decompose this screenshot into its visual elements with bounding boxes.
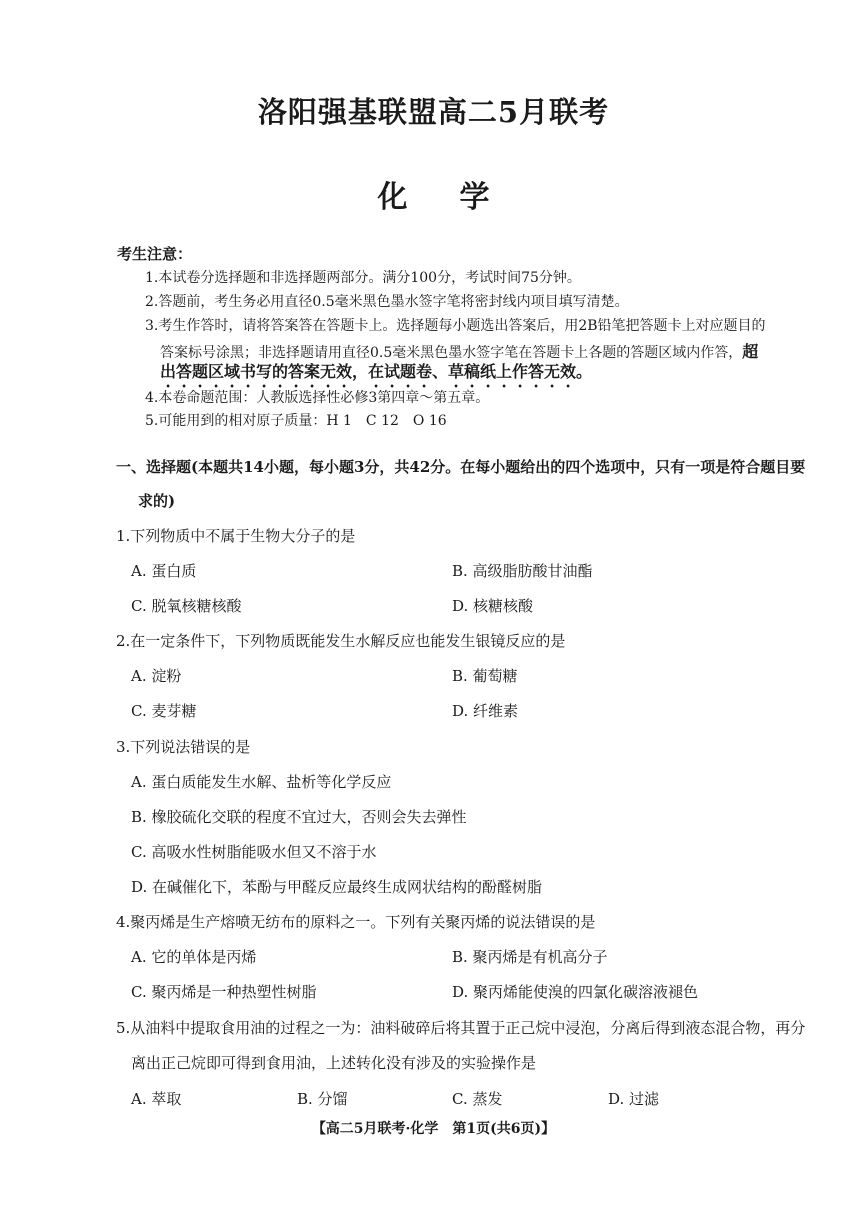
q4-option-d: D. 聚丙烯能使溴的四氯化碳溶液褪色	[452, 983, 699, 1001]
question-3-stem: 3.下列说法错误的是	[116, 738, 251, 756]
notice-line-5: 出答题区域书写的答案无效，在试题卷、草稿纸上作答无效。	[160, 362, 593, 381]
notice-line-4-tail: 超	[742, 342, 759, 361]
q5-option-c: C. 蒸发	[452, 1090, 503, 1108]
q2-option-a: A. 淀粉	[131, 667, 182, 685]
q5-option-b: B. 分馏	[297, 1090, 348, 1108]
exam-title: 洛阳强基联盟高二5月联考	[257, 95, 610, 129]
q3-option-a: A. 蛋白质能发生水解、盐析等化学反应	[131, 773, 392, 791]
question-5-stem-cont: 离出正己烷即可得到食用油，上述转化没有涉及的实验操作是	[131, 1054, 537, 1072]
q3-option-b: B. 橡胶硫化交联的程度不宜过大，否则会失去弹性	[131, 808, 467, 826]
q1-option-b: B. 高级脂肪酸甘油酯	[452, 562, 593, 580]
q2-option-c: C. 麦芽糖	[131, 702, 197, 720]
notice-line-2: 2.答题前，考生务必用直径0.5毫米黑色墨水签字笔将密封线内项目填写清楚。	[145, 294, 629, 310]
notice-heading: 考生注意：	[117, 245, 193, 263]
notice-line-3: 3.考生作答时，请将答案答在答题卡上。选择题每小题选出答案后，用2B铅笔把答题卡上对应题目的	[145, 318, 766, 334]
notice-line-6: 4.本卷命题范围：人教版选择性必修3第四章～第五章。	[145, 390, 490, 406]
q3-option-c: C. 高吸水性树脂能吸水但又不溶于水	[131, 843, 377, 861]
q1-option-c: C. 脱氧核糖核酸	[131, 597, 242, 615]
question-4-stem: 4.聚丙烯是生产熔喷无纺布的原料之一。下列有关聚丙烯的说法错误的是	[116, 913, 596, 931]
page-footer: 【高二5月联考·化学 第1页(共6页)】	[311, 1121, 556, 1137]
q1-option-d: D. 核糖核酸	[452, 597, 534, 615]
notice-line-7: 5.可能用到的相对原子质量：H 1 C 12 O 16	[145, 413, 447, 429]
q4-option-a: A. 它的单体是丙烯	[131, 948, 257, 966]
subject-title	[0, 172, 867, 216]
notice-line-4-text: 答案标号涂黑；非选择题请用直径0.5毫米黑色墨水签字笔在答题卡上各题的答题区域内作答，	[160, 345, 743, 361]
q5-option-d: D. 过滤	[608, 1090, 660, 1108]
section-heading: 一、选择题(本题共14小题，每小题3分，共42分。在每小题给出的四个选项中，只有一项是符合题目要	[116, 458, 806, 476]
subject-text: 化学	[377, 180, 542, 215]
q1-option-a: A. 蛋白质	[131, 562, 197, 580]
q4-option-b: B. 聚丙烯是有机高分子	[452, 948, 608, 966]
q2-option-b: B. 葡萄糖	[452, 667, 518, 685]
q3-option-d: D. 在碱催化下，苯酚与甲醛反应最终生成网状结构的酚醛树脂	[131, 878, 543, 896]
question-2-stem: 2.在一定条件下，下列物质既能发生水解反应也能发生银镜反应的是	[116, 632, 566, 650]
q4-option-c: C. 聚丙烯是一种热塑性树脂	[131, 983, 317, 1001]
question-1-stem: 1.下列物质中不属于生物大分子的是	[116, 527, 356, 545]
question-5-stem: 5.从油料中提取食用油的过程之一为：油料破碎后将其置于正己烷中浸泡，分离后得到液态混合物，再分	[116, 1019, 806, 1037]
section-heading-cont: 求的)	[138, 492, 176, 510]
q5-option-a: A. 萃取	[131, 1090, 182, 1108]
q2-option-d: D. 纤维素	[452, 702, 519, 720]
notice-line-1: 1.本试卷分选择题和非选择题两部分。满分100分，考试时间75分钟。	[145, 270, 581, 286]
